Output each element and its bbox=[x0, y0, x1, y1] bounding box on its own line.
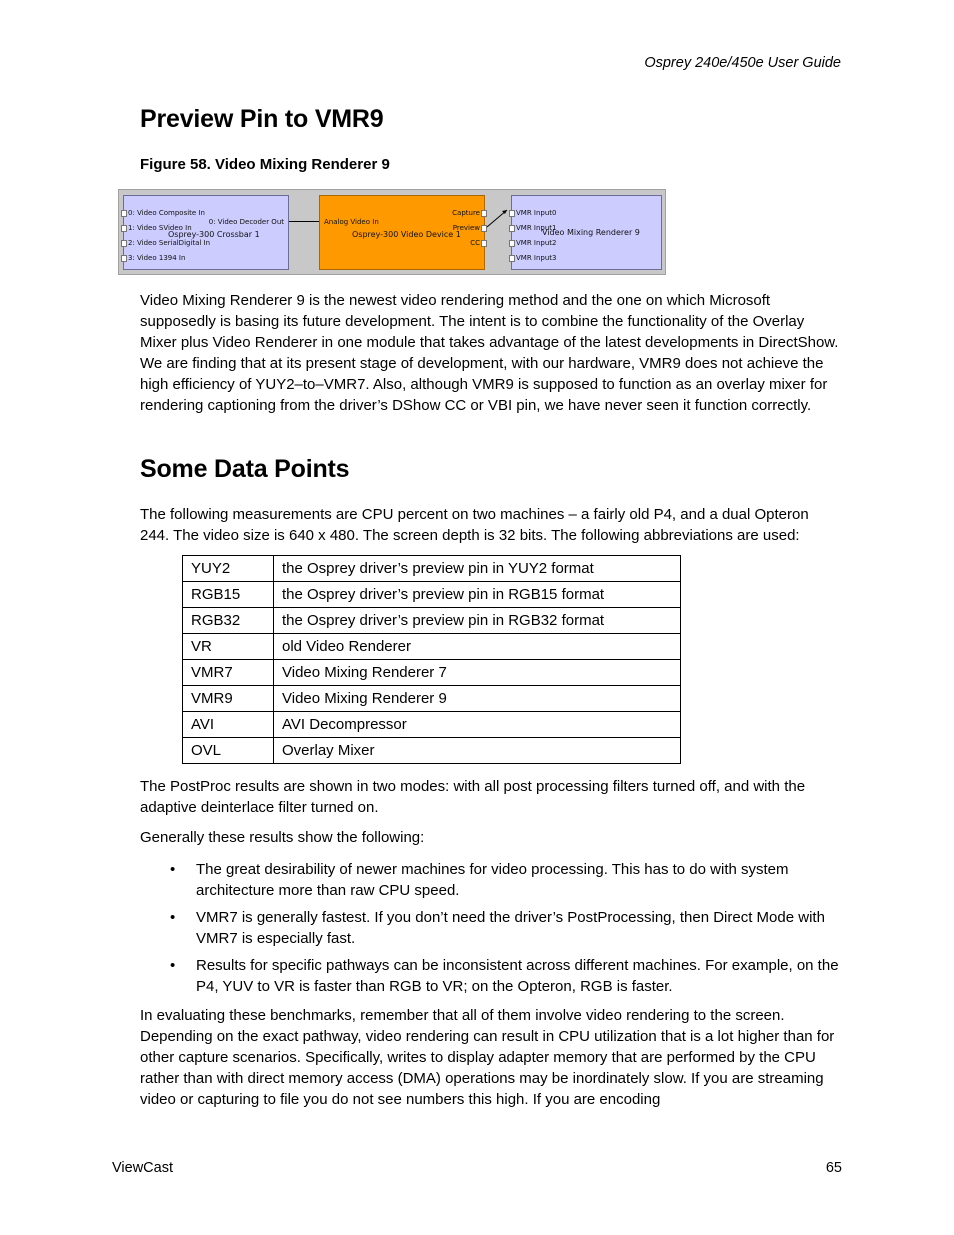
pin-connection bbox=[289, 221, 319, 222]
table-row bbox=[183, 712, 681, 738]
abbreviations-table bbox=[182, 555, 681, 764]
page-number: 65 bbox=[825, 1160, 842, 1176]
device-title: Osprey-300 Video Device 1 bbox=[352, 230, 461, 239]
vmr9-title: Video Mixing Renderer 9 bbox=[542, 228, 640, 237]
abbr-cell: VMR7 bbox=[183, 660, 274, 686]
table-row bbox=[183, 556, 681, 582]
generally-paragraph: Generally these results show the following: bbox=[140, 829, 425, 846]
meaning-cell: AVI Decompressor bbox=[274, 712, 681, 738]
vmr9-input-pin bbox=[509, 240, 515, 247]
crossbar-title: Osprey-300 Crossbar 1 bbox=[168, 230, 260, 239]
table-row bbox=[183, 738, 681, 764]
evaluating-paragraph: In evaluating these benchmarks, remember that all of them involve video rendering to the screen. Depending on the exact pathway, video rendering can result in CPU utilization that is a lot higher than for other capture scenarios. Specifically, writes to display adapter memory that are performed by the CPU rather than with direct memory access (DMA) operations may be inordinately slow. If you are streaming video or capturing to file you do not see numbers this high. If you are encoding bbox=[140, 1007, 835, 1108]
filter-graph-diagram bbox=[118, 189, 666, 275]
meaning-cell: Video Mixing Renderer 7 bbox=[274, 660, 681, 686]
bullet-icon: • bbox=[170, 909, 176, 926]
bullet-icon: • bbox=[170, 957, 176, 974]
crossbar-input-label: 0: Video Composite In bbox=[128, 209, 205, 217]
table-row bbox=[183, 608, 681, 634]
vmr9-input-label: VMR Input0 bbox=[516, 209, 557, 217]
preview-connection bbox=[485, 205, 511, 235]
meaning-cell: Overlay Mixer bbox=[274, 738, 681, 764]
table-row bbox=[183, 634, 681, 660]
crossbar-input-pin bbox=[121, 210, 127, 217]
vmr9-input-label: VMR Input3 bbox=[516, 254, 557, 262]
abbr-cell: AVI bbox=[183, 712, 274, 738]
abbr-cell: RGB15 bbox=[183, 582, 274, 608]
vmr9-input-pin bbox=[509, 210, 515, 217]
footer-company: ViewCast bbox=[112, 1160, 173, 1176]
bullet-text: Results for specific pathways can be inconsistent across different machines. For example, on the P4, YUV to VR is faster than RGB to VR; on the Opteron, RGB is faster. bbox=[196, 957, 839, 995]
crossbar-input-pin bbox=[121, 255, 127, 262]
abbr-cell: YUY2 bbox=[183, 556, 274, 582]
bullet-text: VMR7 is generally fastest. If you don’t need the driver’s PostProcessing, then Direct Mode with VMR7 is especially fast. bbox=[196, 909, 825, 947]
vmr9-input-label: VMR Input2 bbox=[516, 239, 557, 247]
measurements-intro: The following measurements are CPU percent on two machines – a fairly old P4, and a dual Opteron 244. The video size is 640 x 480. The screen depth is 32 bits. The following abbreviations are used: bbox=[140, 506, 809, 544]
device-output-pin bbox=[481, 240, 487, 247]
device-output-label: Preview bbox=[452, 224, 480, 232]
list-item bbox=[140, 907, 845, 949]
crossbar-input-pin bbox=[121, 240, 127, 247]
vmr9-description: Video Mixing Renderer 9 is the newest video rendering method and the one on which Microsoft supposedly is basing its future development. The intent is to combine the functionality of the Overlay Mixer plus Video Renderer in one module that takes advantage of the latest developments in DirectShow. We are finding that at its present stage of development, with our hardware, VMR9 does not achieve the high efficiency of YUY2–to–VMR7. Also, although VMR9 is supposed to function as an overlay mixer for rendering captioning from the driver’s DShow CC or VBI pin, we have never seen it function correctly. bbox=[140, 292, 839, 414]
table-row bbox=[183, 660, 681, 686]
vmr9-input-pin bbox=[509, 225, 515, 232]
meaning-cell: Video Mixing Renderer 9 bbox=[274, 686, 681, 712]
crossbar-output-label: 0: Video Decoder Out bbox=[208, 218, 284, 226]
device-input-label: Analog Video In bbox=[324, 218, 379, 226]
figure-caption: Figure 58. Video Mixing Renderer 9 bbox=[140, 156, 390, 173]
meaning-cell: old Video Renderer bbox=[274, 634, 681, 660]
running-header: Osprey 240e/450e User Guide bbox=[644, 55, 841, 71]
results-bullet-list bbox=[140, 859, 845, 1003]
abbr-cell: VMR9 bbox=[183, 686, 274, 712]
meaning-cell: the Osprey driver’s preview pin in RGB15 format bbox=[274, 582, 681, 608]
table-row bbox=[183, 686, 681, 712]
video-device-filter bbox=[319, 195, 485, 270]
crossbar-filter bbox=[123, 195, 289, 270]
list-item bbox=[140, 859, 845, 901]
abbr-cell: VR bbox=[183, 634, 274, 660]
vmr9-filter bbox=[511, 195, 662, 270]
meaning-cell: the Osprey driver’s preview pin in RGB32 format bbox=[274, 608, 681, 634]
section-heading-preview-pin: Preview Pin to VMR9 bbox=[140, 105, 384, 133]
crossbar-input-label: 2: Video SerialDigital In bbox=[128, 239, 211, 247]
abbr-cell: RGB32 bbox=[183, 608, 274, 634]
section-heading-data-points: Some Data Points bbox=[140, 455, 350, 483]
crossbar-input-label: 1: Video SVideo In bbox=[128, 224, 192, 232]
crossbar-input-label: 3: Video 1394 In bbox=[128, 254, 186, 262]
vmr9-input-label: VMR Input1 bbox=[516, 224, 557, 232]
crossbar-input-pin bbox=[121, 225, 127, 232]
device-output-label: Capture bbox=[452, 209, 480, 217]
abbr-cell: OVL bbox=[183, 738, 274, 764]
device-output-label: CC bbox=[470, 239, 480, 247]
bullet-icon: • bbox=[170, 861, 176, 878]
list-item bbox=[140, 955, 845, 997]
postproc-paragraph: The PostProc results are shown in two modes: with all post processing filters turned off, and with the adaptive deinterlace filter turned on. bbox=[140, 778, 806, 816]
table-row bbox=[183, 582, 681, 608]
vmr9-input-pin bbox=[509, 255, 515, 262]
meaning-cell: the Osprey driver’s preview pin in YUY2 format bbox=[274, 556, 681, 582]
bullet-text: The great desirability of newer machines for video processing. This has to do with system architecture more than raw CPU speed. bbox=[196, 861, 789, 899]
